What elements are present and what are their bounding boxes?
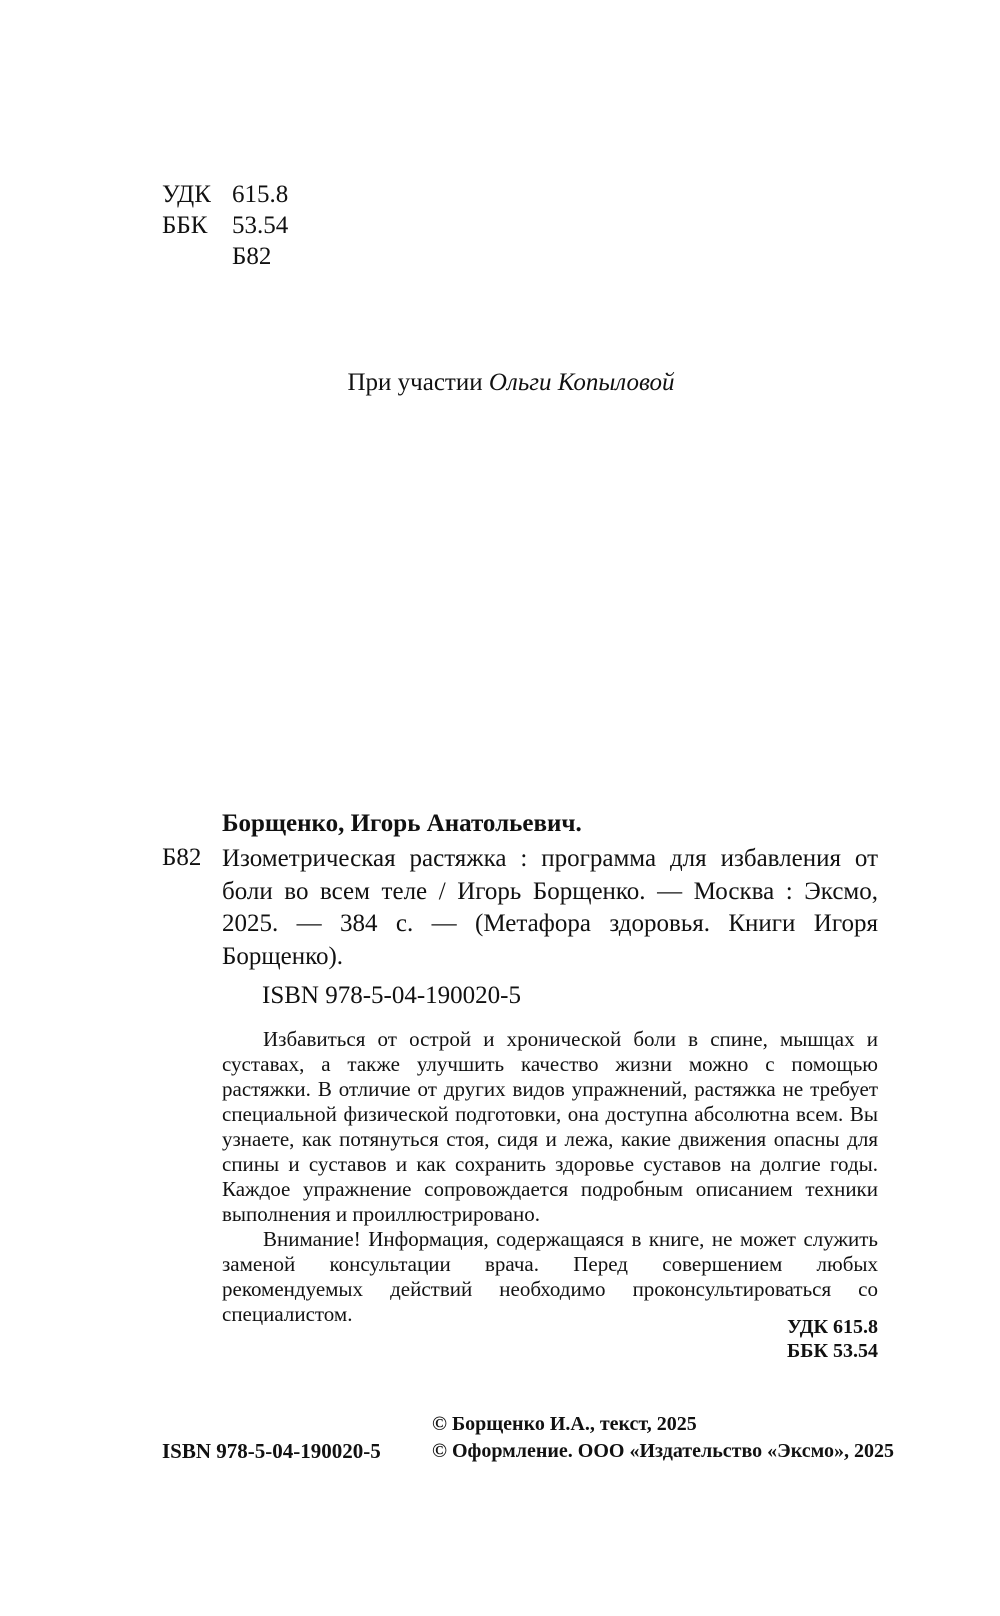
udk-value: 615.8 bbox=[232, 181, 289, 208]
record-isbn: ISBN 978-5-04-190020-5 bbox=[262, 982, 522, 1009]
record-author: Борщенко, Игорь Анатольевич. bbox=[222, 810, 582, 837]
annotation-warning: Внимание! Информация, содержащаяся в книге, не может служить заменой консультации врача. Перед совершением любых рекомендуемых действий необходимо проконсультироваться со специалистом. bbox=[222, 1227, 878, 1326]
annotation bbox=[222, 1027, 878, 1327]
bottom-bbk: ББК 53.54 bbox=[787, 1340, 878, 1362]
bbk-row bbox=[162, 211, 288, 241]
contribution-line bbox=[0, 368, 1000, 398]
bbk-value: 53.54 bbox=[232, 212, 289, 239]
copyright-design: © Оформление. ООО «Издательство «Эксмо», 2025 bbox=[432, 1440, 894, 1462]
record-description: Изометрическая растяжка : программа для избавления от боли во всем теле / Игорь Борщенко. — Москва : Эксмо, 2025. — 384 с. — (Метафора здоровья. Книги Игоря Борщенко). bbox=[222, 845, 878, 970]
footer-isbn: ISBN 978-5-04-190020-5 bbox=[162, 1439, 381, 1463]
contributor-name: Ольги Копыловой bbox=[488, 369, 675, 396]
copyright-text: © Борщенко И.А., текст, 2025 bbox=[432, 1413, 697, 1435]
bottom-udk: УДК 615.8 bbox=[787, 1316, 878, 1338]
udk-label: УДК bbox=[162, 181, 211, 208]
udk-row bbox=[162, 180, 288, 210]
record-call-code: Б82 bbox=[162, 844, 202, 871]
bbk-label: ББК bbox=[162, 212, 208, 239]
contribution-prefix: При участии bbox=[347, 369, 483, 396]
author-sign: Б82 bbox=[232, 243, 272, 270]
annotation-paragraph: Избавиться от острой и хронической боли в спине, мышцах и суставах, а также улучшить качество жизни можно с помощью растяжки. В отличие от других видов упражнений, растяжка не требует специальной физической подготовки, она доступна абсолютна всем. Вы узнаете, как потянуться стоя, сидя и лежа, какие движения опасны для спины и суставов и как сохранить здоровье суставов на долгие годы. Каждое упражнение сопровождается подробным описанием техники выполнения и проиллюстрировано. bbox=[222, 1027, 878, 1226]
